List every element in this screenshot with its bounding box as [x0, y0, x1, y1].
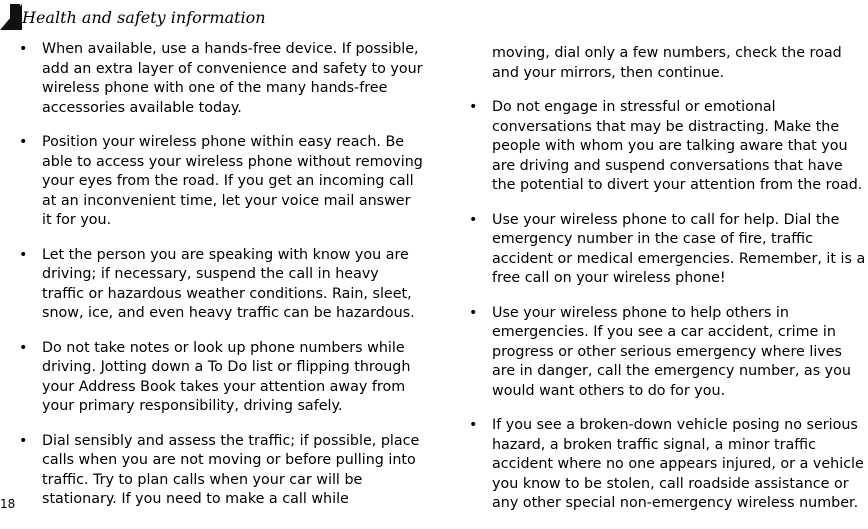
list-item-continuation	[462, 44, 868, 83]
left-column	[12, 40, 424, 525]
list-item	[462, 304, 868, 402]
item-text: Let the person you are speaking with know you are driving; if necessary, suspend the call in heavy traffic or hazardous weather conditions. Rain, sleet, snow, ice, and even heavy traffic can be hazardous.	[42, 246, 415, 321]
item-text: If you see a broken-down vehicle posing no serious hazard, a broken traffic signal, a minor traffic accident where no one appears injured, or a vehicle you know to be stolen, call roadside assistance or any other special non-emergency wireless number.	[492, 417, 864, 511]
list-item	[462, 416, 868, 514]
bullet: •	[469, 99, 478, 115]
bullet: •	[19, 432, 28, 449]
item-text: Use your wireless phone to help others in emergencies. If you see a car accident, crime in progress or other serious emergency where lives are in danger, call the emergency number, as you would want others to do for you.	[492, 304, 851, 399]
bullet: •	[19, 134, 28, 150]
item-text: Position your wireless phone within easy reach. Be able to access your wireless phone without removing your eyes from the road. If you get an incoming call at an inconvenient time, let your voice mail answer it for you.	[42, 134, 423, 228]
list-item	[462, 98, 868, 196]
bullet: •	[469, 417, 478, 433]
bullet: •	[19, 339, 28, 356]
list-item	[12, 246, 424, 324]
header-tab-bar	[10, 4, 20, 30]
bullet: •	[469, 211, 478, 228]
bullet: •	[469, 304, 478, 321]
list-item	[12, 133, 424, 231]
item-text: Do not take notes or look up phone numbers while driving. Jotting down a To Do list or flipping through your Address Book takes your attention away from your primary responsibility, driving safely.	[42, 339, 411, 414]
bullet: •	[19, 246, 28, 263]
item-text: Do not engage in stressful or emotional conversations that may be distracting. Make the people with whom you are talking aware that you are driving and suspend conversations that have the potential to divert your attention from the road.	[492, 99, 863, 193]
item-text: When available, use a hands-free device. If possible, add an extra layer of convenience and safety to your wireless phone with one of the many hands-free accessories available today.	[42, 41, 423, 116]
list-item	[12, 339, 424, 417]
section-title: Health and safety information	[22, 8, 266, 27]
bullet: •	[19, 41, 28, 57]
list-item	[12, 40, 424, 118]
list-item	[12, 432, 424, 510]
page-number: 18	[0, 497, 16, 511]
right-column	[462, 44, 868, 529]
list-item	[462, 211, 868, 289]
page-header	[0, 0, 868, 32]
item-text: Use your wireless phone to call for help. Dial the emergency number in the case of fire, traffic accident or medical emergencies. Remember, it is a free call on your wireless phone!	[492, 211, 866, 286]
item-text: Dial sensibly and assess the traffic; if possible, place calls when you are not moving or before pulling into traffic. Try to plan calls when your car will be stationary. If you need to make a call while	[42, 432, 420, 507]
item-text: moving, dial only a few numbers, check the road and your mirrors, then continue.	[492, 45, 842, 81]
